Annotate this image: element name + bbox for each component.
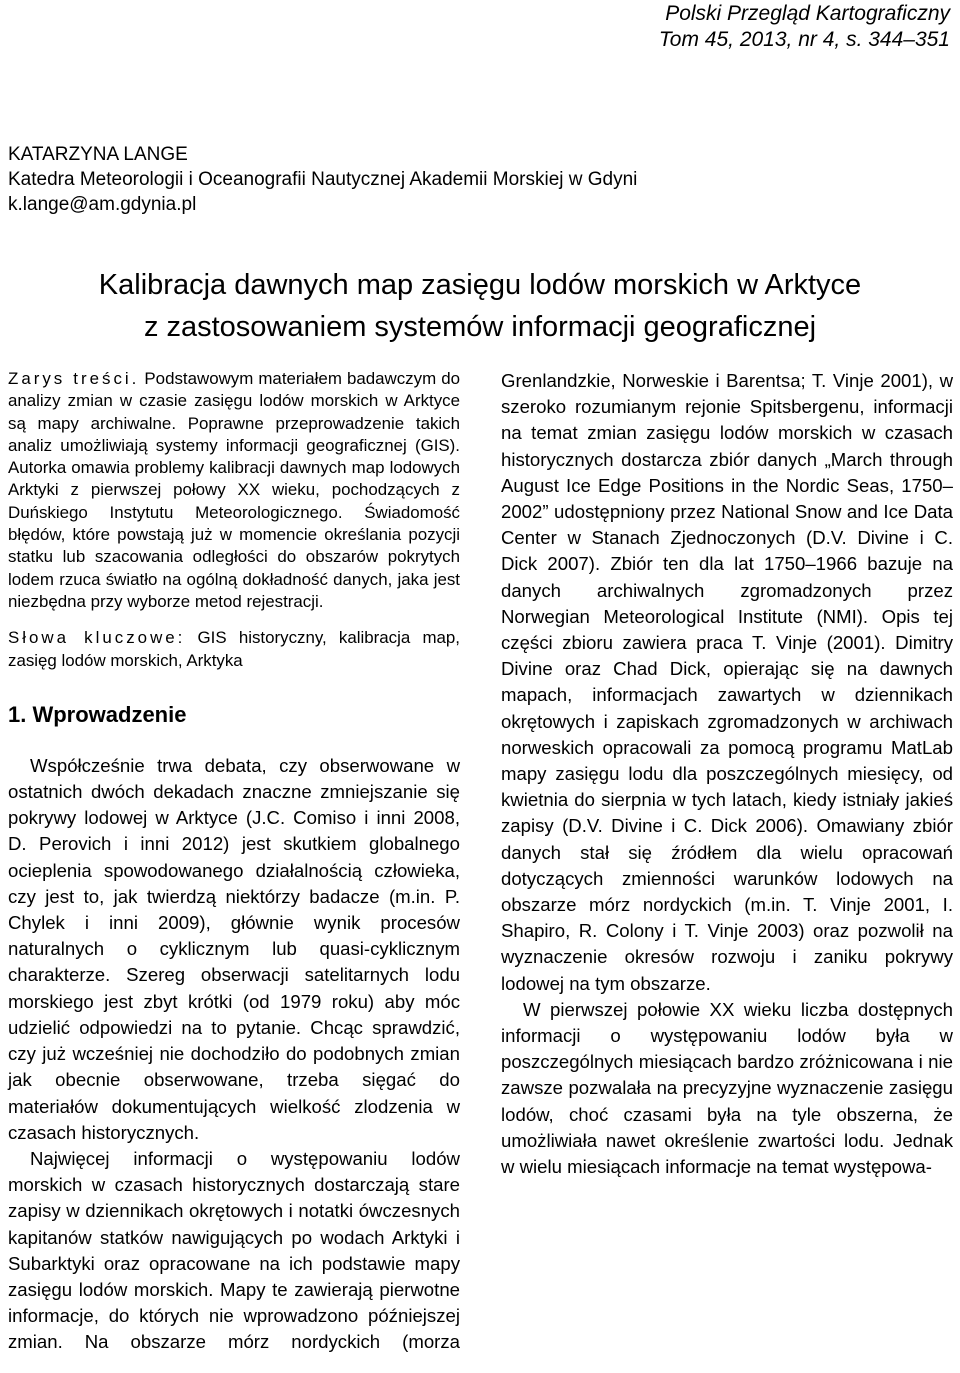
author-name: KATARZYNA LANGE [8,144,188,165]
paper-title [0,264,960,348]
abstract-text: Podstawowym materiałem badawczym do analizy zmian w czasie zasięgu lodów morskich w Arktyce są mapy archiwalne. Poprawne przeprowadzenie takich analiz umożliwiają systemy informacji geograficznej (GIS). Autorka omawia problemy kalibracji dawnych map lodowych Arktyki z pierwszej połowy XX wieku, pochodzących z Duńskiego Instytutu Meteorologicznego. Świadomość błędów, które powstają już w momencie określania pozycji statku lub szacowania odległości do obszarów pokrytych lodem rzuca światło na ogólną dokładność danych, jaka jest niezbędna przy wyborze metod rejestracji. [8,369,460,611]
author-email[interactable]: k.lange@am.gdynia.pl [8,194,197,215]
abstract [8,368,460,613]
journal-volume: Tom 45, 2013, nr 4, s. 344–351 [658,28,950,51]
author-affiliation: Katedra Meteorologii i Oceanografii Nautycznej Akademii Morskiej w Gdyni [8,169,638,190]
intro-paragraph-3: W pierwszej połowie XX wieku liczba dostępnych informacji o występowaniu lodów była w poszczególnych miesiącach bardzo zróżnicowana i nie zawsze pozwalała na precyzyjne wyznaczenie zasięgu lodów, choć czasami była na tyle obszerna, że umożliwiała nawet określenie zwartości lodu. Jednak w wielu miesiącach informacje na temat występowa- [501,998,953,1178]
paper-title-line2: z zastosowaniem systemów informacji geograficznej [143,311,817,343]
journal-info [659,1,950,53]
keywords-text: GIS historyczny, kalibracja map, zasięg lodów morskich, Arktyka [8,628,461,670]
intro-paragraph-2-start: Najwięcej informacji o występowaniu lodów morskich w czasach historycznych dostarczają stare zapisy w dziennikach okrętowych i notatki ówczesnych kapitanów statków nawigujących po wodach Arktyki i Subarktyki oraz opracowane na ich podstawie mapy zasięgu lodów morskich. Mapy te zawierają pierwotne informacje, do których nie wprowadzono późniejszej zmian. Na obszarze mórz nordyckich (morza [8,1147,460,1353]
left-column [8,368,460,1356]
intro-paragraph-2-continued: Grenlandzkie, Norweskie i Barentsa; T. Vinje 2001), w szeroko rozumianym rejonie Spitsbergenu, informacji na temat zmian zasięgu lodów morskich w czasach historycznych dostarcza zbiór danych „March through August Ice Edge Positions in the Nordic Seas, 1750–2002” udostępniony przez National Snow and Ice Data Center w Stanach Zjednoczonych (D.V. Divine i C. Dick 2007). Zbiór ten dla lat 1750–1966 bazuje na danych archiwalnych zgromadzonych przez Norwegian Meteorological Institute (NMI). Opis tej części zbioru zawiera praca T. Vinje (2001). Dimitry Divine oraz Chad Dick, opierając się na dawnych mapach, informacjach zawartych w dziennikach okrętowych i zapiskach zgromadzonych w archiwach norweskich opracowali za pomocą programu MatLab mapy zasięgu lodu dla poszczególnych miesięcy, od kwietnia do sierpnia w tych latach, kiedy istniały jakieś zapisy (D.V. Divine i C. Dick 2006). Omawiany zbiór danych stał się źródłem dla wielu opracowań dotyczących zmienności warunków lodowych na obszarze mórz nordyckich (m.in. T. Vinje 2001, I. Shapiro, R. Colony i T. Vinje 2003) oraz pozwolił na wyznaczenie okresów rozwoju i zaniku pokrywy lodowej na tym obszarze. [501,370,953,994]
paper-title-line1: Kalibracja dawnych map zasięgu lodów morskich w Arktyce [98,269,862,301]
section-heading: 1. Wprowadzenie [8,701,187,727]
keywords [8,627,460,672]
intro-paragraph-1: Współcześnie trwa debata, czy obserwowane w ostatnich dwóch dekadach znaczne zmniejszanie się pokrywy lodowej w Arktyce (J.C. Comiso i inni 2008, D. Perovich i inni 2012) jest skutkiem globalnego ocieplenia spowodowanego działalnością człowieka, czy jest to, jak twierdzą niektórzy badacze (m.in. P. Chylek i inni 2009), głównie wynik procesów naturalnych o cyklicznym lub quasi-cyklicznym charakterze. Szereg obserwacji satelitarnych lodu morskiego jest zbyt krótki (od 1979 roku) aby móc udzielić odpowiedzi na to pytanie. Chcąc sprawdzić, czy już wcześniej nie dochodziło do podobnych zmian jak obecnie obserwowane, trzeba sięgać do materiałów dokumentujących wielkość zlodzenia w czasach historycznych. [8,754,460,1143]
keywords-label: Słowa kluczowe: [8,628,186,648]
journal-name: Polski Przegląd Kartograficzny [665,2,950,25]
right-column [501,368,953,1180]
author-block [8,142,637,217]
abstract-label: Zarys treści. [8,369,140,388]
